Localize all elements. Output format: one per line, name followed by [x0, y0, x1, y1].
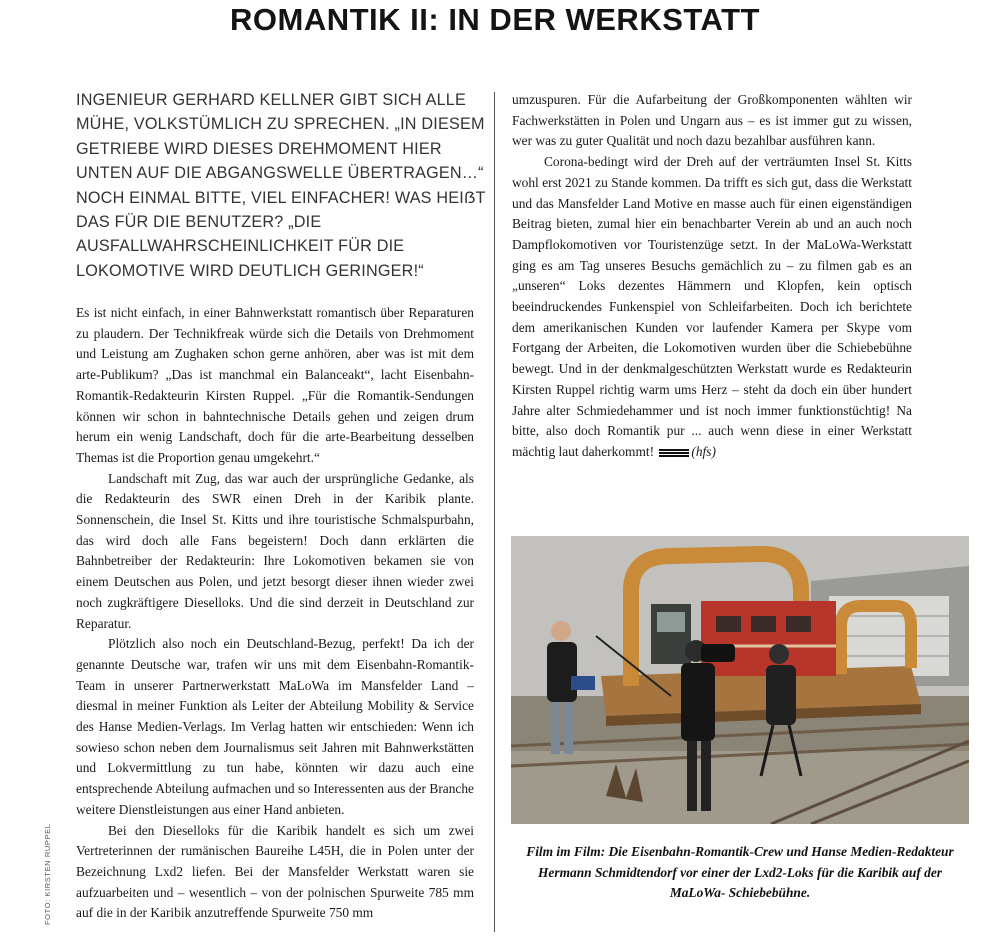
workshop-scene — [511, 536, 969, 824]
page-title: ROMANTIK II: IN DER WERKSTATT — [230, 2, 760, 37]
body-paragraph-last — [512, 152, 912, 463]
body-paragraph: Landschaft mit Zug, das war auch der ursprüngliche Gedanke, als die Redakteurin des SWR einen Dreh in der Karibik plante. Sonnenschein, die Insel St. Kitts und ihre touristische Schmalspurbahn, das wird doch alle Fans begeistern! Doch dann erklärten die Bahnbetreiber der Redakteurin: Ihre Lokomotiven bekamen sie von einem Deutschen aus Polen, und jetzt besorgt dieser ihnen wieder zwei noch zugkräftigere Dieselloks. Und die sind derzeit in Deutschland zur Reparatur. — [76, 470, 474, 631]
column-divider — [494, 92, 495, 932]
article-photo — [511, 536, 969, 824]
article-column-right — [512, 90, 912, 463]
photo-credit: FOTO: KIRSTEN RUPPEL — [43, 823, 52, 925]
author-signature: (hfs) — [691, 443, 716, 459]
end-mark-icon — [659, 449, 689, 457]
article-column-left — [76, 303, 474, 924]
photo-caption: Film im Film: Die Eisenbahn-Romantik-Crew und Hanse Medien-Redakteur Hermann Schmidtendorf vor einer der Lxd2-Loks für die Karibik auf der MaLoWa- Schiebebühne. — [526, 844, 954, 901]
body-paragraph: Bei den Dieselloks für die Karibik handelt es sich um zwei Vertreterinnen der rumänischen Baureihe L45H, die in Polen unter der Bezeichnung Lxd2 liefen. Bei der Mansfelder Werkstatt waren sie aufzuarbeiten und – wesentlich – von der polnischen Spurweite 785 mm auf die in der Karibik anzutreffende Spurweite 750 mm — [76, 822, 474, 921]
body-paragraph: Plötzlich also noch ein Deutschland-Bezug, perfekt! Da ich der genannte Deutsche war, trafen wir uns mit dem Eisenbahn-Romantik-Team in unserer Partnerwerkstatt MaLoWa im Mansfelder Land – diesmal in meiner Funktion als Leiter der Abteilung Mobility & Service des Hanse Medien-Verlags. Im Verlag hatten wir entschieden: Wenn ich sowieso schon neben dem Journalismus seit Jahren mit Bahnwerkstätten und Lokvermittlung zu tun habe, könnten wir dazu auch eine entsprechende Abteilung aufmachen und so Interessenten aus der Branche weitere Dienstleistungen aus einer Hand anbieten. — [76, 636, 474, 817]
lead-paragraph: INGENIEUR GERHARD KELLNER GIBT SICH ALLE MÜHE, VOLKSTÜMLICH ZU SPRECHEN. „IN DIESEM GETRIEBE WIRD DIESES DREHMOMENT HIER UNTEN AUF DIE ABGANGSWELLE ÜBERTRAGEN…“ NOCH EINMAL BITTE, VIEL EINFACHER! WAS HEIẞT DAS FÜR DIE BENUTZER? „DIE AUSFALLWAHRSCHEINLICHKEIT FÜR DIE LOKOMOTIVE WIRD DEUTLICH GERINGER!“ — [76, 91, 486, 280]
body-text: Corona-bedingt wird der Dreh auf der verträumten Insel St. Kitts wohl erst 2021 zu Stande kommen. Da trifft es sich gut, dass die Werkstatt und das Mansfelder Land Motive en masse auch für einen eigenständigen Beitrag bieten, zumal hier ein benachbarter Verein ab und an auch noch Dampflokomotiven vor Touristenzüge setzt. In der MaLoWa-Werkstatt ging es am Tag unseres Besuchs gemächlich zu – zu filmen gab es an „unseren“ Loks dezentes Hämmern und Klopfen, kein optisch beeindruckendes Funkenspiel von Schleifarbeiten. Doch ich berichtete dem amerikanischen Kunden vor laufender Kamera per Skype vom Fortgang der Arbeiten, die Lokomotiven wurden über die Schiebebühne bewegt. Und in der denkmalgeschützten Werkstatt wurde es Redakteurin Kirsten Ruppel richtig warm ums Herz – steht da doch ein über hundert Jahre alter Schmiedehammer und ist noch immer funktionstüchtig! Na bitte, also doch Romantik pur ... auch wenn diese in einer Werkstatt mächtig laut daherkommt! — [512, 154, 912, 459]
body-paragraph: Es ist nicht einfach, in einer Bahnwerkstatt romantisch über Reparaturen zu plaudern. Der Technikfreak würde sich die Details von Drehmoment und Leistung am Zughaken schon gerne anhören, aber was ist mit dem arte-Publikum? „Das ist manchmal ein Balanceakt“, lacht Eisenbahn-Romantik-Redakteurin Kirsten Ruppel. „Für die Romantik-Sendungen können wir schon in bahntechnische Details gehen und zeigen drum herum ein wenig Landschaft, doch für die arte-Bearbeitung desselben Themas ist die Proportion genau umgekehrt.“ — [76, 305, 474, 465]
locomotive — [701, 601, 836, 676]
body-paragraph: umzuspuren. Für die Aufarbeitung der Großkomponenten wählten wir Fachwerkstätten in Polen und Ungarn aus – es ist immer gut zu wissen, wer was zu guter Qualität und noch dazu bezahlbar ausführen kann. — [512, 92, 912, 149]
